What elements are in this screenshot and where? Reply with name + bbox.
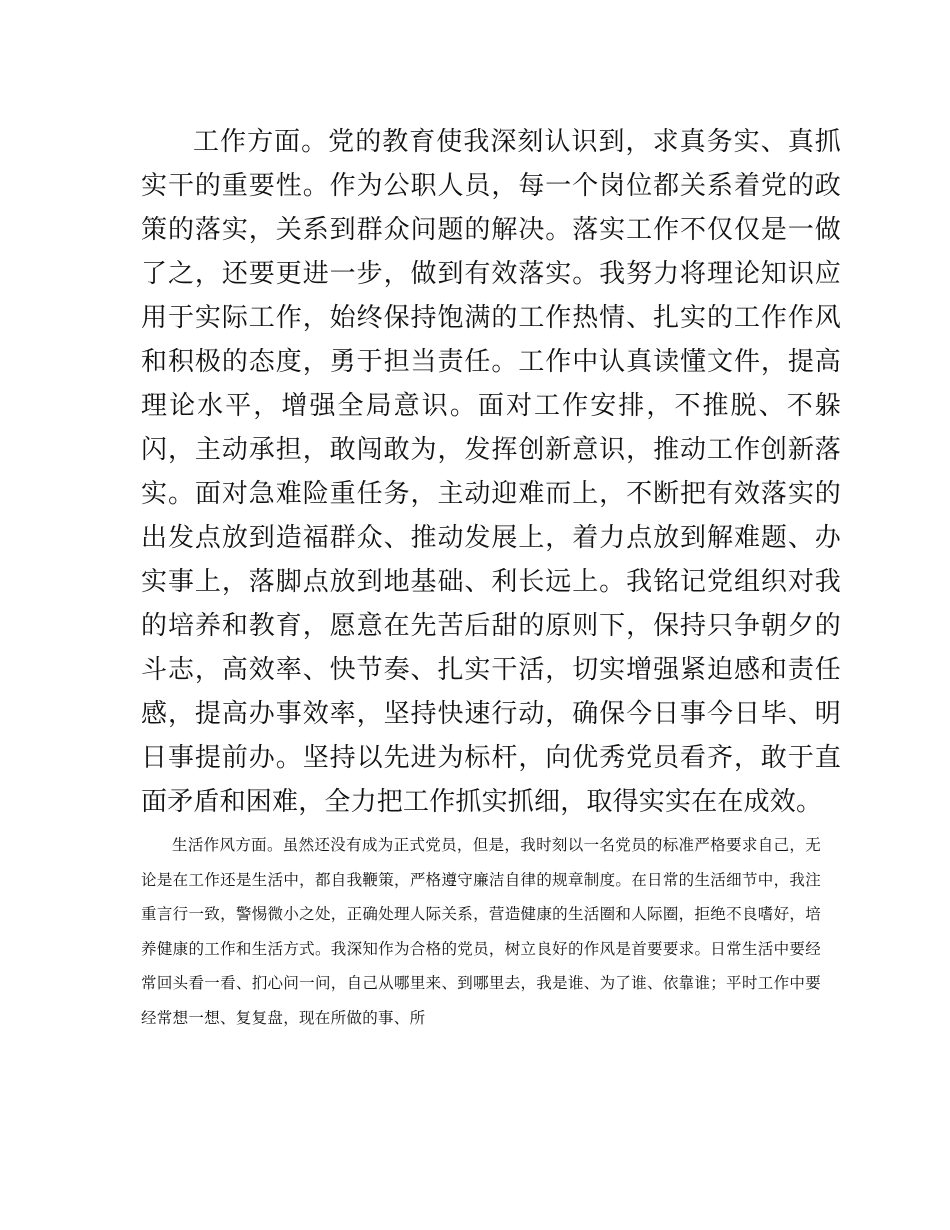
paragraph-life-style: 生活作风方面。虽然还没有成为正式党员，但是，我时刻以一名党员的标准严格要求自己，无论是在工作还是生活中，都自我鞭策，严格遵守廉洁自律的规章制度。在日常的生活细节中，我注重言行一致，警惕微小之处，正确处理人际关系，营造健康的生活圈和人际圈，拒绝不良嗜好，培养健康的工作和生活方式。我深知作为合格的党员，树立良好的作风是首要要求。日常生活中要经常回头看一看、扪心问一问，自己从哪里来、到哪里去，我是谁、为了谁、依靠谁；平时工作中要经常想一想、复复盘，现在所做的事、所 xyxy=(141,836,821,1027)
paragraph-work: 工作方面。党的教育使我深刻认识到，求真务实、真抓实干的重要性。作为公职人员，每一个岗位都关系着党的政策的落实，关系到群众问题的解决。落实工作不仅仅是一做了之，还要更进一步，做到有效落实。我努力将理论知识应用于实际工作，始终保持饱满的工作热情、扎实的工作作风和积极的态度，勇于担当责任。工作中认真读懂文件，提高理论水平，增强全局意识。面对工作安排，不推脱、不躲闪，主动承担，敢闯敢为，发挥创新意识，推动工作创新落实。面对急难险重任务，主动迎难而上，不断把有效落实的出发点放到造福群众、推动发展上，着力点放到解难题、办实事上，落脚点放到地基础、利长远上。我铭记党组织对我的培养和教育，愿意在先苦后甜的原则下，保持只争朝夕的斗志，高效率、快节奏、扎实干活，切实增强紧迫感和责任感，提高办事效率，坚持快速行动，确保今日事今日毕、明日事提前办。坚持以先进为标杆，向优秀党员看齐，敢于直面矛盾和困难，全力把工作抓实抓细，取得实实在在成效。 xyxy=(141,127,841,817)
